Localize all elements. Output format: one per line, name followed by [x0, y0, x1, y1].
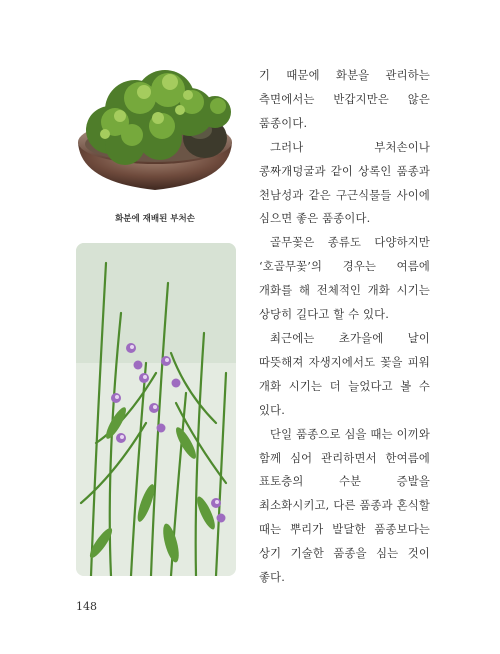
body-paragraph: 골무꽃은 종류도 다양하지만 ‘호골무꽃’의 경우는 여름에 개화를 해 전체적인 개화 시기는 상당히 길다고 할 수 있다.	[259, 236, 430, 322]
body-paragraph: 최근에는 초가을에 날이 따뜻해져 자생지에서도 꽃을 피워 개화 시기는 더 늘었다고 볼 수 있다.	[259, 331, 430, 417]
photo-caption: 화분에 재배된 부처손	[115, 214, 195, 224]
potted-moss-photo	[70, 50, 240, 208]
skullcap-flower-photo	[76, 243, 236, 576]
article-body	[259, 64, 430, 590]
body-paragraph: 그러나 부처손이나 콩짜개덩굴과 같이 상록인 품종과 천남성과 같은 구근식물들 사이에 심으면 좋은 품종이다.	[259, 140, 430, 226]
page-number: 148	[76, 600, 97, 613]
body-paragraph: 기 때문에 화분을 관리하는 측면에서는 반갑지만은 않은 품종이다.	[259, 69, 430, 130]
body-paragraph: 단일 품종으로 심을 때는 이끼와 함께 심어 관리하면서 한여름에 표토층의 수분 증발을 최소화시키고, 다른 품종과 혼식할 때는 뿌리가 발달한 품종보다는 상기 기술한 품종을 심는 것이 좋다.	[259, 427, 430, 585]
